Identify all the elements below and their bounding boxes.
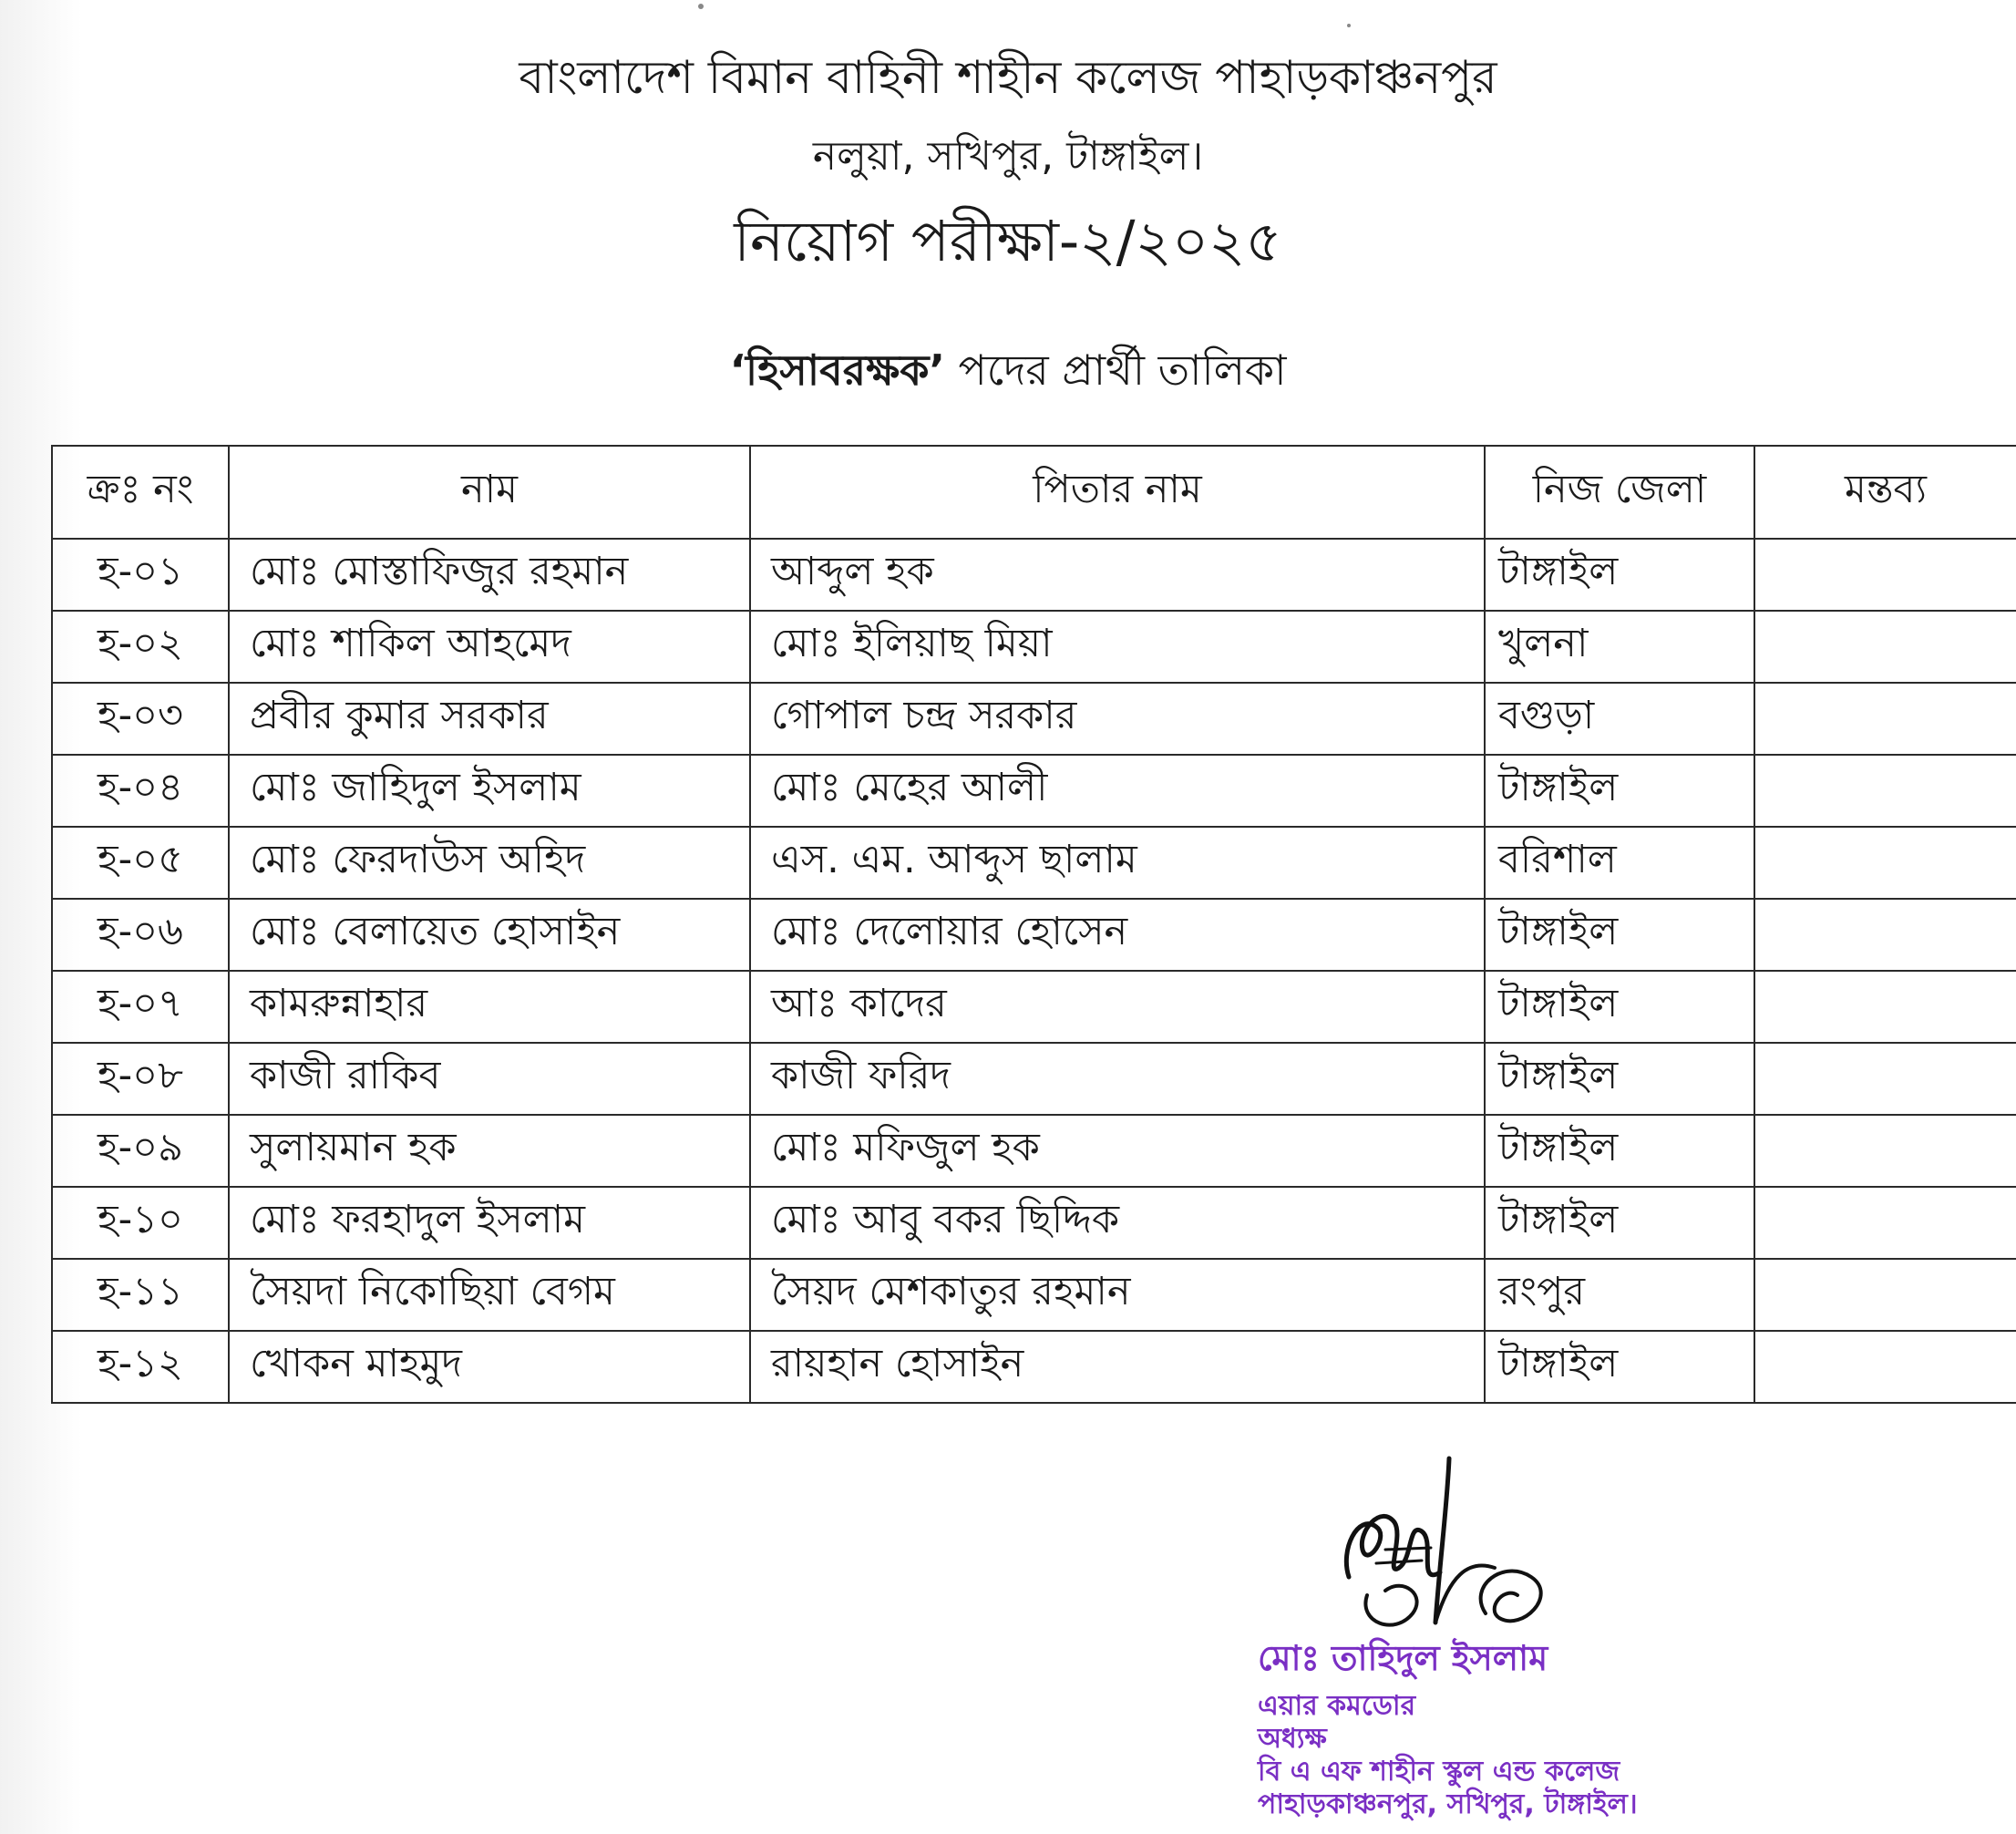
cell-serial: হ-১১ xyxy=(52,1259,229,1331)
cell-remarks xyxy=(1754,971,2016,1043)
cell-name: মোঃ জাহিদুল ইসলাম xyxy=(229,755,750,827)
college-name: বাংলাদেশ বিমান বাহিনী শাহীন কলেজ পাহাড়কাঞ্চনপুর xyxy=(519,51,1497,104)
cell-serial: হ-০৩ xyxy=(52,683,229,755)
cell-father-name: রায়হান হোসাইন xyxy=(750,1331,1485,1403)
cell-district: টাঙ্গাইল xyxy=(1485,1187,1754,1259)
table-row xyxy=(52,539,2016,611)
cell-name: খোকন মাহমুদ xyxy=(229,1331,750,1403)
cell-name: প্রবীর কুমার সরকার xyxy=(229,683,750,755)
table-row xyxy=(52,1331,2016,1403)
cell-name: কাজী রাকিব xyxy=(229,1043,750,1115)
cell-district: বরিশাল xyxy=(1485,827,1754,899)
cell-serial: হ-০৫ xyxy=(52,827,229,899)
candidate-table xyxy=(51,445,2016,1404)
seal-designation: অধ্যক্ষ xyxy=(1258,1723,1327,1755)
cell-district: বগুড়া xyxy=(1485,683,1754,755)
table-row xyxy=(52,1187,2016,1259)
cell-serial: হ-০৯ xyxy=(52,1115,229,1187)
table-row xyxy=(52,755,2016,827)
cell-father-name: আঃ কাদের xyxy=(750,971,1485,1043)
post-name: ‘হিসাবরক্ষক’ xyxy=(729,345,945,395)
cell-name: সৈয়দা নিকোছিয়া বেগম xyxy=(229,1259,750,1331)
table-row xyxy=(52,971,2016,1043)
column-header-remarks: মন্তব্য xyxy=(1754,446,2016,539)
cell-remarks xyxy=(1754,899,2016,971)
cell-father-name: মোঃ মেহের আলী xyxy=(750,755,1485,827)
cell-remarks xyxy=(1754,611,2016,683)
cell-father-name: গোপাল চন্দ্র সরকার xyxy=(750,683,1485,755)
cell-serial: হ-০৬ xyxy=(52,899,229,971)
cell-father-name: আব্দুল হক xyxy=(750,539,1485,611)
cell-serial: হ-০১ xyxy=(52,539,229,611)
cell-district: টাঙ্গাইল xyxy=(1485,899,1754,971)
cell-district: টাঙ্গাইল xyxy=(1485,1331,1754,1403)
table-row xyxy=(52,683,2016,755)
cell-district: খুলনা xyxy=(1485,611,1754,683)
table-header-row xyxy=(52,446,2016,539)
cell-father-name: মোঃ আবু বকর ছিদ্দিক xyxy=(750,1187,1485,1259)
cell-remarks xyxy=(1754,1115,2016,1187)
cell-district: টাঙ্গাইল xyxy=(1485,971,1754,1043)
college-address: নলুয়া, সখিপুর, টাঙ্গাইল। xyxy=(812,133,1204,180)
cell-district: টাঙ্গাইল xyxy=(1485,755,1754,827)
cell-serial: হ-১২ xyxy=(52,1331,229,1403)
cell-name: মোঃ মোস্তাফিজুর রহমান xyxy=(229,539,750,611)
list-title-text: পদের প্রার্থী তালিকা xyxy=(944,345,1287,395)
handwritten-signature xyxy=(1312,1440,1586,1659)
cell-remarks xyxy=(1754,1259,2016,1331)
table-row xyxy=(52,611,2016,683)
cell-remarks xyxy=(1754,683,2016,755)
scan-speck xyxy=(698,4,704,9)
cell-district: টাঙ্গাইল xyxy=(1485,1043,1754,1115)
cell-father-name: কাজী ফরিদ xyxy=(750,1043,1485,1115)
cell-remarks xyxy=(1754,1187,2016,1259)
cell-father-name: মোঃ দেলোয়ার হোসেন xyxy=(750,899,1485,971)
cell-father-name: সৈয়দ মেশকাতুর রহমান xyxy=(750,1259,1485,1331)
cell-name: মোঃ ফেরদাউস অহিদ xyxy=(229,827,750,899)
table-row xyxy=(52,827,2016,899)
scan-speck xyxy=(1347,24,1351,27)
column-header-district: নিজ জেলা xyxy=(1485,446,1754,539)
column-header-father-name: পিতার নাম xyxy=(750,446,1485,539)
cell-remarks xyxy=(1754,1331,2016,1403)
cell-name: মোঃ বেলায়েত হোসাইন xyxy=(229,899,750,971)
table-row xyxy=(52,1115,2016,1187)
column-header-name: নাম xyxy=(229,446,750,539)
table-row xyxy=(52,899,2016,971)
seal-institution: বি এ এফ শাহীন স্কুল এন্ড কলেজ xyxy=(1258,1756,1620,1788)
cell-remarks xyxy=(1754,539,2016,611)
cell-district: টাঙ্গাইল xyxy=(1485,1115,1754,1187)
seal-rank: এয়ার কমডোর xyxy=(1258,1690,1416,1722)
cell-district: রংপুর xyxy=(1485,1259,1754,1331)
table-row xyxy=(52,1043,2016,1115)
cell-remarks xyxy=(1754,755,2016,827)
table-row xyxy=(52,1259,2016,1331)
seal-location: পাহাড়কাঞ্চনপুর, সখিপুর, টাঙ্গাইল। xyxy=(1258,1788,1638,1820)
cell-name: মোঃ ফরহাদুল ইসলাম xyxy=(229,1187,750,1259)
cell-serial: হ-০৪ xyxy=(52,755,229,827)
cell-serial: হ-০৮ xyxy=(52,1043,229,1115)
cell-name: মোঃ শাকিল আহমেদ xyxy=(229,611,750,683)
candidate-list-title xyxy=(0,339,2016,408)
cell-serial: হ-১০ xyxy=(52,1187,229,1259)
cell-father-name: মোঃ মফিজুল হক xyxy=(750,1115,1485,1187)
cell-remarks xyxy=(1754,1043,2016,1115)
cell-father-name: মোঃ ইলিয়াছ মিয়া xyxy=(750,611,1485,683)
cell-serial: হ-০২ xyxy=(52,611,229,683)
principal-seal xyxy=(1258,1632,1638,1821)
seal-name: মোঃ তাহিদুল ইসলাম xyxy=(1258,1638,1548,1678)
cell-name: কামরুন্নাহার xyxy=(229,971,750,1043)
cell-father-name: এস. এম. আব্দুস ছালাম xyxy=(750,827,1485,899)
cell-name: সুলায়মান হক xyxy=(229,1115,750,1187)
column-header-serial: ক্রঃ নং xyxy=(52,446,229,539)
cell-district: টাঙ্গাইল xyxy=(1485,539,1754,611)
exam-title: নিয়োগ পরীক্ষা-২/২০২৫ xyxy=(734,208,1282,274)
cell-serial: হ-০৭ xyxy=(52,971,229,1043)
cell-remarks xyxy=(1754,827,2016,899)
